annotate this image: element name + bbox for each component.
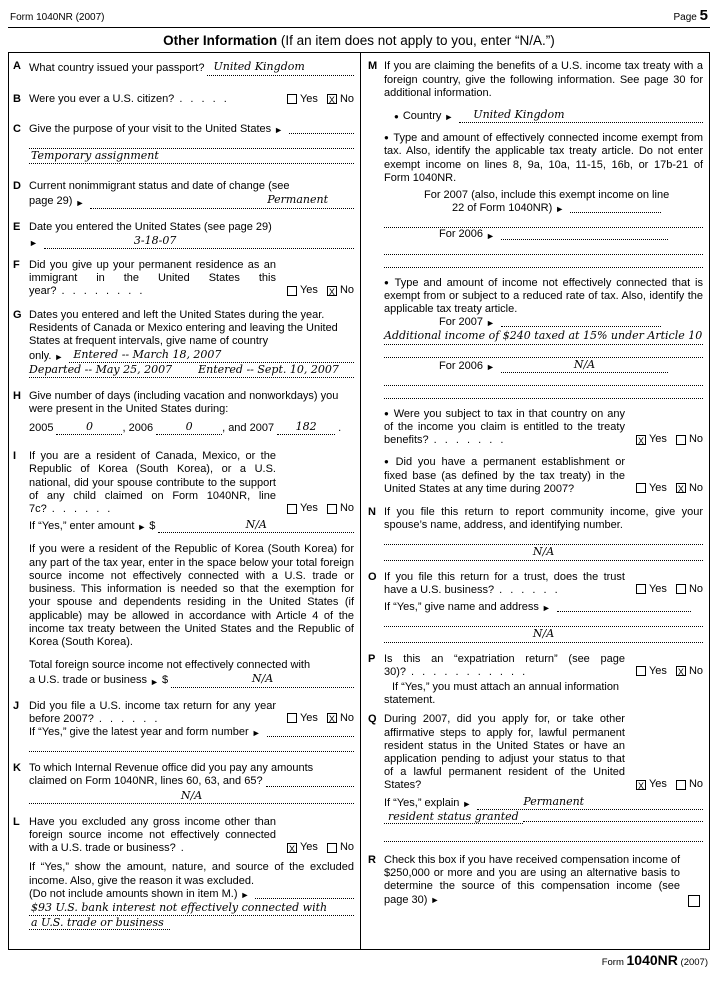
bullet-icon: ●	[384, 277, 391, 287]
yes-label: Yes	[648, 433, 667, 446]
for-2006-label: For 2006	[439, 228, 484, 241]
arrow-icon: ►	[486, 230, 495, 241]
yes-label: Yes	[648, 481, 667, 494]
yes-label: Yes	[648, 582, 667, 595]
leader-dots: .	[180, 842, 184, 855]
amount-answer-line[interactable]	[158, 518, 354, 533]
arrow-icon: ►	[54, 352, 64, 363]
left-column	[9, 53, 361, 949]
yes-checkbox[interactable]	[636, 483, 646, 493]
section-title	[8, 27, 710, 52]
handwritten-answer: N/A	[573, 357, 596, 371]
item-letter-f: F	[13, 259, 20, 272]
handwritten-answer: 0	[85, 420, 93, 434]
question-q	[368, 713, 703, 842]
footer-form-number: 1040NR	[626, 952, 678, 969]
year-2005-label: 2005	[29, 422, 54, 435]
question-m-text: If you are claiming the benefits of a U.S. income tax treaty with a foreign country, give the following information. See page 30 for additional information.	[384, 60, 703, 99]
question-a-text: What country issued your passport?	[29, 62, 205, 75]
question-n	[368, 506, 703, 561]
item-letter-e: E	[13, 220, 21, 233]
answer-line[interactable]	[289, 124, 354, 134]
question-r	[368, 854, 703, 907]
item-letter-j: J	[13, 699, 20, 712]
dollar-sign: $	[149, 520, 156, 533]
handwritten-answer: Departed -- May 25, 2007	[29, 363, 173, 377]
for-2006-label-b: For 2006	[439, 359, 484, 372]
footer-form-word: Form	[601, 957, 624, 969]
question-k-text: To which Internal Revenue office did you pay any amounts	[29, 762, 314, 775]
answer-line[interactable]	[384, 532, 703, 545]
leader-dots: . . . . . .	[499, 583, 558, 596]
no-checkbox[interactable]	[327, 504, 337, 514]
right-column	[361, 53, 709, 949]
page-num: 5	[699, 7, 708, 24]
yes-label: Yes	[299, 841, 318, 854]
leader-dots: . . . . . . . . . . .	[411, 665, 526, 678]
question-n-text: If you file this return to report community income, give your spouse’s name, address, and identifying number.	[384, 506, 703, 532]
handwritten-answer: N/A	[245, 518, 267, 532]
arrow-icon: ►	[137, 522, 147, 533]
no-label: No	[339, 841, 354, 854]
treaty-tax-question: ● Were you subject to tax in that country on any of the income you claim is entitled to the treaty benefits? . . . . . . .	[384, 407, 625, 447]
yes-label: Yes	[299, 284, 318, 297]
form-id: Form 1040NR (2007)	[10, 12, 105, 23]
no-label: No	[688, 664, 703, 677]
yes-label: Yes	[299, 711, 318, 724]
arrow-icon: ►	[75, 197, 85, 208]
section-title-sub: (If an item does not apply to you, enter “N/A.”)	[277, 33, 555, 49]
handwritten-answer: Additional income of $240 taxed at 15% under Article 10	[384, 329, 703, 343]
handwritten-answer: $93 U.S. bank interest not effectively connected with	[31, 900, 328, 914]
question-m	[368, 60, 703, 496]
handwritten-answer: N/A	[532, 627, 555, 641]
excluded-income-answer-line[interactable]	[29, 901, 354, 916]
arrow-icon: ►	[486, 361, 495, 372]
year-2006-label: , 2006	[122, 422, 154, 435]
answer-line[interactable]	[29, 136, 354, 149]
arrow-icon: ►	[444, 112, 454, 123]
no-checkbox[interactable]: X	[677, 667, 684, 678]
item-letter-k: K	[13, 762, 21, 775]
form-body	[8, 52, 710, 950]
item-letter-r: R	[368, 853, 376, 866]
sentence-period: .	[338, 422, 342, 435]
item-letter-d: D	[13, 180, 21, 193]
page-number	[674, 9, 708, 24]
answer-line[interactable]	[384, 829, 703, 842]
handwritten-answer: 0	[185, 420, 193, 434]
arrow-icon: ►	[462, 798, 472, 809]
question-l-followup2: (Do not include amounts shown in item M.)	[29, 887, 238, 900]
bullet-icon: ●	[384, 457, 392, 467]
item-letter-b: B	[13, 92, 21, 105]
treaty-2006-answer-line[interactable]	[501, 358, 668, 373]
handwritten-answer: Permanent	[267, 193, 328, 207]
question-k-text2: claimed on Form 1040NR, lines 60, 63, and 65?	[29, 775, 263, 788]
trust-answer-line[interactable]	[384, 627, 703, 642]
page-header	[8, 0, 710, 27]
for-2007-label: For 2007 (also, include this exempt income on line	[424, 189, 670, 202]
question-f-text: Did you give up your permanent residence as an immigrant in the United States this year? . . . . . . . .	[29, 259, 276, 298]
question-l	[13, 816, 354, 931]
no-label: No	[688, 778, 703, 791]
question-p	[368, 653, 703, 708]
arrow-icon: ►	[240, 889, 250, 900]
amount-label: If “Yes,” enter amount	[29, 520, 135, 533]
no-label: No	[688, 433, 703, 446]
no-checkbox[interactable]: X	[328, 95, 335, 106]
question-g-tail: only.	[29, 350, 52, 363]
yes-checkbox[interactable]	[287, 94, 297, 104]
question-b-text: Were you ever a U.S. citizen?	[29, 93, 175, 106]
visit-purpose-answer-line[interactable]	[29, 149, 354, 164]
question-f	[13, 259, 354, 299]
no-label: No	[339, 284, 354, 297]
handwritten-answer: Temporary assignment	[31, 149, 159, 163]
no-label: No	[688, 481, 703, 494]
footer-year: (2007)	[680, 957, 708, 969]
yes-label: Yes	[648, 664, 667, 677]
question-r-text: Check this box if you have received compensation income of $250,000 or more and you are using an alternative basis to determine the source of this compensation income (see page 30) ►	[384, 853, 680, 906]
year-2007-label: , and 2007	[222, 422, 275, 435]
yes-checkbox[interactable]: X	[637, 780, 644, 791]
item-letter-q: Q	[368, 713, 377, 726]
question-i	[13, 450, 354, 687]
yes-label: Yes	[299, 502, 318, 515]
question-g	[13, 309, 354, 378]
question-j-followup: If “Yes,” give the latest year and form number	[29, 725, 249, 738]
treaty-nec-income-text: ● Type and amount of income not effectively connected that is exempt from or subject to a reduced rate of tax. Also, identify the applicable tax treaty article.	[384, 276, 703, 316]
entry-date-answer-line[interactable]	[44, 234, 354, 249]
question-q-text: During 2007, did you apply for, or take other affirmative steps to apply for, lawful permanent resident status in the United States or have an application pending to adjust your status to that of a lawful permanent resident of the United States?	[384, 713, 625, 792]
yes-checkbox[interactable]	[287, 504, 297, 514]
answer-line[interactable]	[384, 242, 703, 255]
yes-label: Yes	[299, 92, 318, 105]
question-o	[368, 571, 703, 643]
no-checkbox[interactable]: X	[677, 484, 684, 495]
answer-line[interactable]	[384, 345, 703, 358]
question-j-text: Did you file a U.S. income tax return for any year before 2007? . . . . . .	[29, 699, 276, 725]
bullet-icon: ●	[394, 112, 399, 122]
no-checkbox[interactable]: X	[328, 287, 335, 298]
item-letter-p: P	[368, 652, 376, 665]
days-2007-answer-line[interactable]	[277, 420, 335, 435]
handwritten-answer: Permanent	[523, 794, 585, 808]
handwritten-answer: 182	[295, 420, 317, 434]
item-letter-o: O	[368, 570, 377, 583]
question-o-text: If you file this return for a trust, does the trust have a U.S. business? . . . . . .	[384, 570, 625, 596]
handwritten-answer: 3-18-07	[133, 233, 177, 247]
item-letter-l: L	[13, 815, 20, 828]
question-b	[13, 93, 354, 107]
leader-dots: . . . . . .	[51, 503, 111, 516]
no-label: No	[688, 582, 703, 595]
question-e	[13, 221, 354, 249]
item-letter-a: A	[13, 60, 21, 73]
total-income-answer-line[interactable]	[171, 672, 354, 687]
arrow-icon: ►	[251, 728, 261, 739]
answer-line[interactable]	[570, 203, 661, 213]
permanent-establishment-question: ● Did you have a permanent establishment or fixed base (as defined by the tax treaty) in the United States at any time during 2007?	[384, 456, 625, 495]
item-letter-i: I	[13, 450, 17, 463]
question-l-text: Have you excluded any gross income other than foreign source income not effectively connected with a U.S. trade or business? .	[29, 815, 276, 855]
passport-country-answer-line[interactable]	[207, 60, 354, 75]
excluded-income-answer-line-2[interactable]: a U.S. trade or business	[29, 916, 170, 930]
section-title-main: Other Information	[163, 33, 278, 49]
total-income-text: Total foreign source income not effectively connected with	[29, 659, 311, 672]
days-2006-answer-line[interactable]	[156, 420, 222, 435]
question-q-followup: If “Yes,” explain	[384, 796, 460, 809]
handwritten-answer: N/A	[251, 672, 274, 686]
handwritten-answer: N/A	[532, 545, 555, 559]
page-word: Page	[673, 12, 697, 23]
page-footer	[8, 950, 710, 969]
leader-dots: . . . . . . .	[433, 434, 504, 447]
answer-line[interactable]	[501, 317, 661, 327]
no-label: No	[339, 502, 354, 515]
answer-line[interactable]	[384, 255, 703, 268]
handwritten-answer: Entered -- Sept. 10, 2007	[198, 363, 339, 377]
arrow-icon: ►	[555, 204, 565, 215]
yes-checkbox[interactable]: X	[637, 435, 644, 446]
country-label: Country	[402, 110, 442, 123]
answer-line[interactable]	[266, 777, 354, 787]
status-answer-line[interactable]	[90, 193, 354, 208]
question-i-text: If you are a resident of Canada, Mexico, or the Republic of Korea (South Korea), or a U.S. national, did your spouse contribute to the support of any child claimed on Form 1040NR, line 7c? . . . . . .	[29, 450, 276, 516]
answer-line[interactable]	[384, 614, 703, 627]
arrow-icon: ►	[150, 676, 159, 687]
question-p-note: If “Yes,” you must attach an annual information statement.	[384, 680, 620, 707]
no-checkbox[interactable]	[676, 780, 686, 790]
dollar-sign: $	[161, 674, 169, 687]
answer-line[interactable]	[255, 889, 354, 899]
question-j	[13, 700, 354, 753]
total-income-text2: a U.S. trade or business	[29, 674, 148, 687]
for-2007-label2: 22 of Form 1040NR)	[452, 202, 553, 215]
yes-checkbox[interactable]	[287, 286, 297, 296]
answer-line[interactable]	[384, 386, 703, 399]
no-label: No	[339, 92, 354, 105]
dates-answer-line-2[interactable]	[29, 363, 354, 377]
irs-office-answer-line[interactable]	[29, 789, 354, 804]
answer-line[interactable]	[501, 230, 668, 240]
leader-dots: . . . . . .	[98, 712, 158, 725]
question-h	[13, 390, 354, 436]
days-2005-answer-line[interactable]	[56, 420, 122, 435]
compensation-checkbox[interactable]	[688, 895, 700, 907]
question-h-text: Give number of days (including vacation and nonworkdays) you were present in the United States during:	[29, 389, 339, 415]
item-letter-m: M	[368, 60, 378, 73]
question-o-followup: If “Yes,” give name and address	[384, 601, 539, 614]
korea-paragraph: If you were a resident of the Republic of Korea (South Korea) for any part of the tax year, enter in the space below your total foreign source income not effectively connected with a U.S. trade or business. This information is needed so that the exemption for your spouse and dependents residing in the United States (if applicable) may be allowed in accordance with Article 4 of the income tax treaty between the United States and the Republic of Korea (South Korea).	[29, 543, 354, 648]
item-letter-n: N	[368, 506, 376, 519]
item-letter-h: H	[13, 389, 21, 402]
question-a	[13, 60, 354, 75]
yes-checkbox[interactable]	[636, 666, 646, 676]
spouse-answer-line[interactable]	[384, 545, 703, 560]
for-2007-label-b: For 2007	[439, 316, 484, 329]
yes-checkbox[interactable]	[287, 713, 297, 723]
question-c-text: Give the purpose of your visit to the United States	[29, 122, 272, 135]
leader-dots: . . . . .	[179, 93, 227, 106]
question-d-text: Current nonimmigrant status and date of change (see	[29, 180, 290, 193]
treaty-country-answer-line[interactable]	[459, 108, 703, 123]
answer-line[interactable]	[523, 812, 703, 822]
handwritten-answer: United Kingdom	[473, 108, 565, 122]
arrow-icon: ►	[430, 894, 440, 905]
arrow-icon: ►	[541, 603, 551, 614]
question-l-followup: If “Yes,” show the amount, nature, and source of the excluded income. Also, give the reason it was excluded.	[29, 861, 354, 887]
answer-line[interactable]	[267, 727, 354, 737]
question-k	[13, 762, 354, 804]
leader-dots: . . . . . . . .	[61, 285, 143, 298]
answer-line[interactable]	[384, 215, 703, 228]
question-g-text: Dates you entered and left the United States during the year. Residents of Canada or Mexico entering and leaving the United States at frequent intervals, give name of country	[29, 308, 338, 348]
handwritten-answer: United Kingdom	[213, 60, 305, 74]
handwritten-answer: N/A	[180, 788, 203, 802]
explain-answer-line-2[interactable]: resident status granted	[384, 810, 523, 824]
arrow-icon: ►	[486, 318, 495, 329]
no-checkbox[interactable]: X	[328, 714, 335, 725]
treaty-exempt-income-text: ● Type and amount of effectively connected income exempt from tax. Also, identify the applicable tax treaty article. Do not enter exempt income on lines 8, 9a, 10a, 11-15, 16b, or 17b-21 of Form 1040NR.	[384, 132, 703, 184]
answer-line[interactable]	[384, 373, 703, 386]
no-checkbox[interactable]	[676, 584, 686, 594]
question-e-text: Date you entered the United States (see page 29)	[29, 220, 272, 233]
treaty-2007-answer-line[interactable]	[384, 329, 703, 344]
explain-answer-line[interactable]	[477, 795, 703, 810]
item-letter-c: C	[13, 122, 21, 135]
answer-line[interactable]	[29, 739, 354, 752]
bullet-icon: ●	[384, 408, 390, 418]
question-d-text2: page 29)	[29, 195, 73, 208]
dates-answer-line-1[interactable]	[69, 348, 354, 363]
yes-checkbox[interactable]: X	[288, 843, 295, 854]
question-c	[13, 123, 354, 164]
yes-checkbox[interactable]	[636, 584, 646, 594]
no-checkbox[interactable]	[676, 435, 686, 445]
arrow-icon: ►	[29, 238, 38, 249]
arrow-icon: ►	[274, 125, 284, 136]
question-d	[13, 180, 354, 208]
answer-line[interactable]	[557, 602, 691, 612]
no-label: No	[339, 711, 354, 724]
item-letter-g: G	[13, 308, 22, 321]
no-checkbox[interactable]	[327, 843, 337, 853]
bullet-icon: ●	[384, 133, 390, 143]
yes-label: Yes	[648, 778, 667, 791]
question-p-text: Is this an “expatriation return” (see page 30)? . . . . . . . . . . .	[384, 652, 625, 678]
handwritten-answer: Entered -- March 18, 2007	[73, 348, 222, 362]
